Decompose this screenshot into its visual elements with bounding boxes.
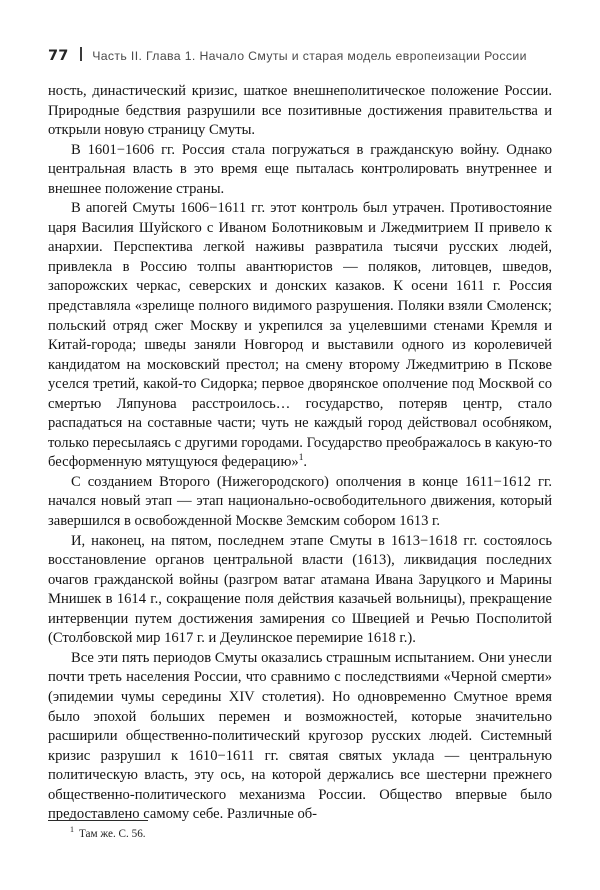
- footnote-area: [48, 820, 552, 841]
- footnote-reference[interactable]: 1: [298, 453, 304, 464]
- footnote-separator: [48, 820, 148, 821]
- running-header: [48, 46, 552, 68]
- chapter-title: Часть II. Глава 1. Начало Смуты и старая модель европеизации России: [92, 49, 527, 63]
- paragraph: С созданием Второго (Нижегородского) ополчения в конце 1611−1612 гг. начался новый этап — этап национально-освободительного движения, который завершился в освобожденной Москве Земским собором 1613 г.: [48, 473, 552, 530]
- page-number: 77: [48, 48, 69, 64]
- footnote-marker: 1: [70, 825, 74, 835]
- paragraph: В 1601−1606 гг. Россия стала погружаться в гражданскую войну. Однако центральная власть в это время еще пыталась контролировать внутреннее и внешнее положение страны.: [48, 141, 552, 197]
- header-divider: [80, 47, 83, 61]
- paragraph: И, наконец, на пятом, последнем этапе Смуты в 1613−1618 гг. состоялось восстановление органов центральной власти (1613), ликвидация последних очагов гражданской войны (разгром ватаг атамана Ивана Заруцкого и Марины Мнишек в 1614 г., сокращение поля действия казачьей вольницы), прекращение интервенции путем достижения замирения со Швецией и Речью Посполитой (Столбовской мир 1617 г. и Деулинское перемирие 1618 г.).: [48, 532, 552, 647]
- footnote-entry: [48, 827, 552, 841]
- footnote-text: Там же. С. 56.: [79, 828, 146, 840]
- paragraph-with-footnote: [48, 199, 552, 473]
- paragraph-text-tail: .: [303, 454, 308, 471]
- paragraph: ность, династический кризис, шаткое внешнеполитическое положение России. Природные бедствия разрушили все позитивные достижения правительства и открыли новую страницу Смуты.: [48, 83, 552, 139]
- paragraph-text: В апогей Смуты 1606−1611 гг. этот контроль был утрачен. Противостояние царя Василия Шуйского с Иваном Болотниковым и Лжедмитрием II привело к анархии. Перспектива легкой наживы развратила тысячи русских людей, привлекла в Россию толпы авантюристов — поляков, литовцев, шведов, запорожских черкас, северских и донских казаков. К осени 1611 г. Россия представляла «зрелище полного видимого разрушения. Поляки взяли Смоленск; польский отряд сжег Москву и укрепился за уцелевшими стенами Кремля и Китай-города; шведы заняли Новгород и выставили одного из королевичей кандидатом на московский престол; на смену второму Лжедмитрию в Пскове уселся третий, какой-то Сидорка; первое дворянское ополчение под Москвой со смертью Ляпунова расстроилось… государство, потеряв центр, стало распадаться на составные части; чуть не каждый город действовал особняком, только пересылаясь с другими городами. Государство преображалось в какую-то бесформенную мятущуюся федерацию»: [48, 200, 552, 471]
- body-text-block: [48, 82, 552, 825]
- paragraph: Все эти пять периодов Смуты оказались страшным испытанием. Они унесли почти треть населения России, что сравнимо с последствиями «Черной смерти» (эпидемии чумы середины XIV столетия). Но одновременно Смутное время было эпохой больших перемен и возможностей, которые значительно расширили общественно-политический кругозор русских людей. Системный кризис разрушил к 1610−1611 гг. святая святых уклада — центральную политическую власть, эту ось, на которой держались все шестерни прежнего общественно-политического механизма России. Общество впервые было предоставлено самому себе. Различные об-: [48, 649, 552, 823]
